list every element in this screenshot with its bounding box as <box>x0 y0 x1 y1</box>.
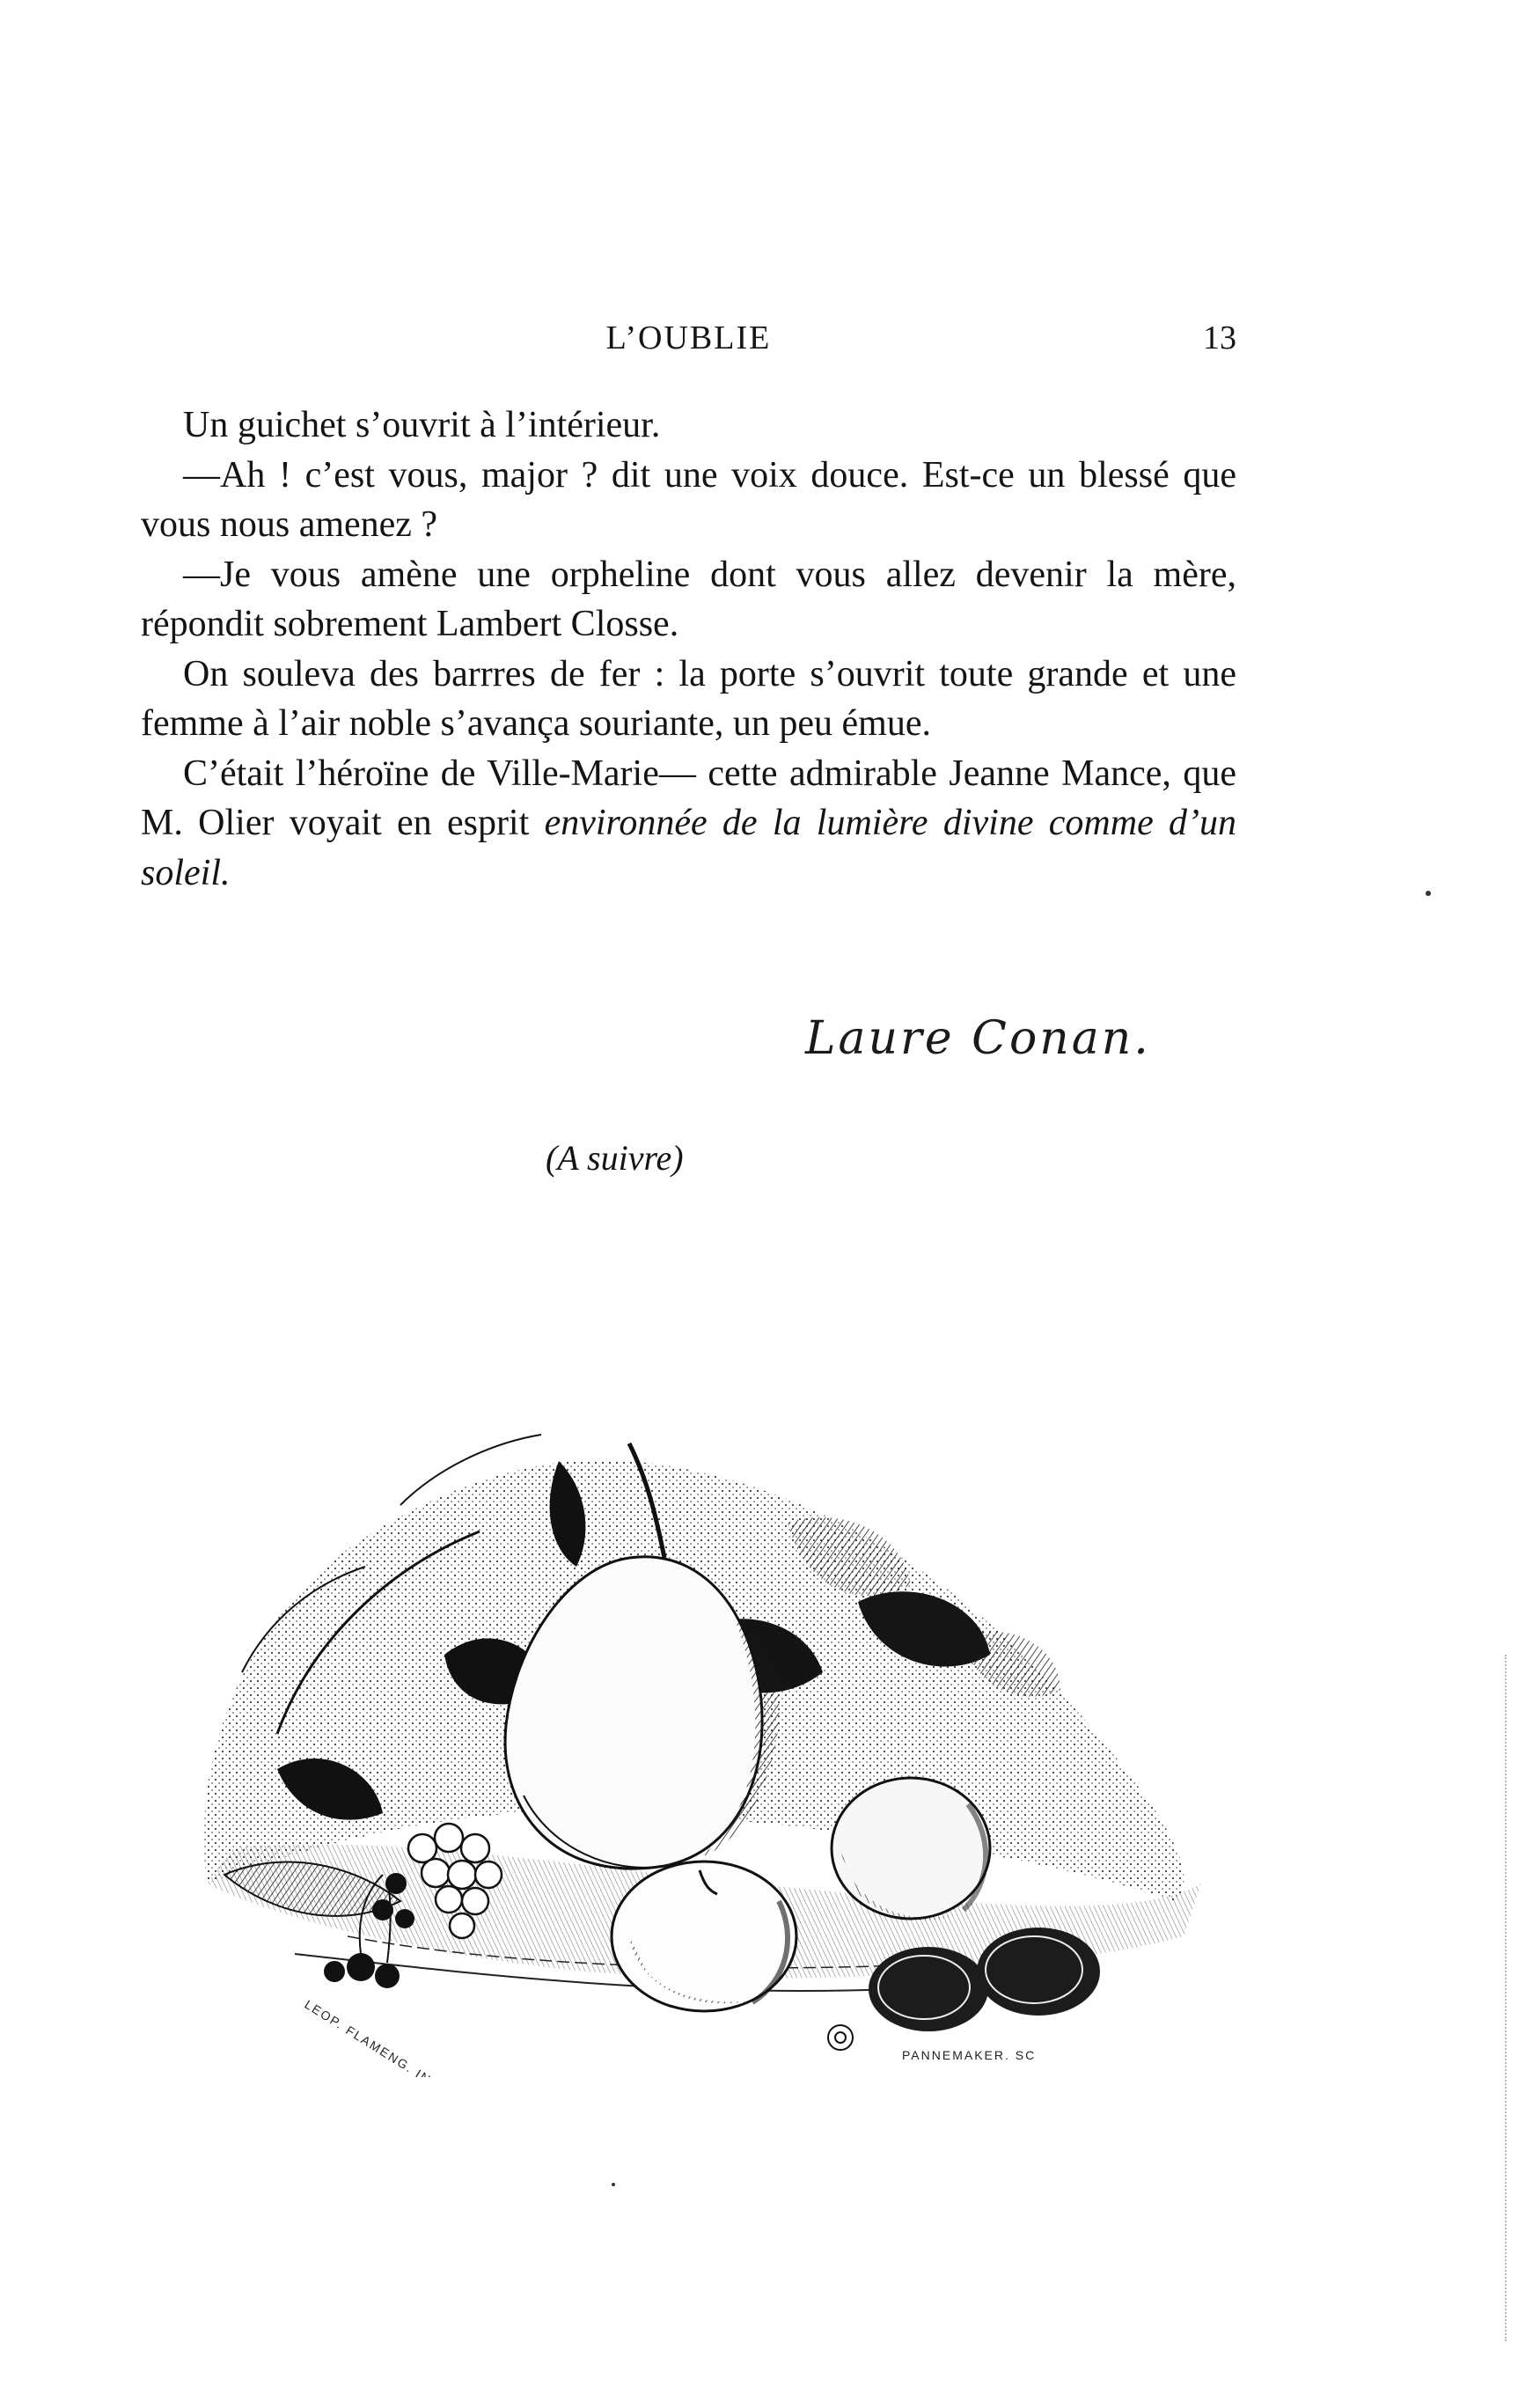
paragraph-text: C’était l’héroïne de Ville-Marie— cette admirable Jeanne Mance, que M. Olier voyait en esprit <box>141 753 1236 843</box>
running-head <box>141 319 1236 371</box>
paragraph-text: On souleva des barrres de fer : la porte s’ouvrit toute grande et une femme à l’air noble s’avança souriante, un peu émue. <box>141 653 1236 744</box>
paragraph <box>141 451 1236 550</box>
paragraph <box>141 749 1236 899</box>
margin-dot <box>1426 891 1431 896</box>
paragraph <box>141 650 1236 749</box>
running-title: L’OUBLIE <box>605 319 772 356</box>
paragraph <box>141 550 1236 650</box>
fruit-still-life-engraving <box>172 1355 1219 2077</box>
scan-edge-artifact <box>1505 1655 1510 2341</box>
engraving-signature-right: PANNEMAKER. SC <box>902 2048 1037 2062</box>
continuation-note: (A suivre) <box>546 1138 684 1178</box>
italic-quote: environnée de la lumière divine comme d’un soleil. <box>141 803 1236 893</box>
margin-dot <box>612 2183 615 2186</box>
paragraph-text: Un guichet s’ouvrit à l’intérieur. <box>183 405 661 445</box>
paragraph-text: —Ah ! c’est vous, major ? dit une voix douce. Est-ce un blessé que vous nous amenez ? <box>141 454 1236 545</box>
paragraph <box>141 400 1236 451</box>
author-signature: Laure Conan. <box>805 1012 1151 1065</box>
engraving-signature-left: LEOP. FLAMENG. INV. ... <box>302 1996 464 2077</box>
body-text <box>141 400 1236 898</box>
page-number: 13 <box>1203 319 1236 356</box>
paragraph-text: —Je vous amène une orpheline dont vous allez devenir la mère, répondit sobrement Lambert Closse. <box>141 554 1236 644</box>
